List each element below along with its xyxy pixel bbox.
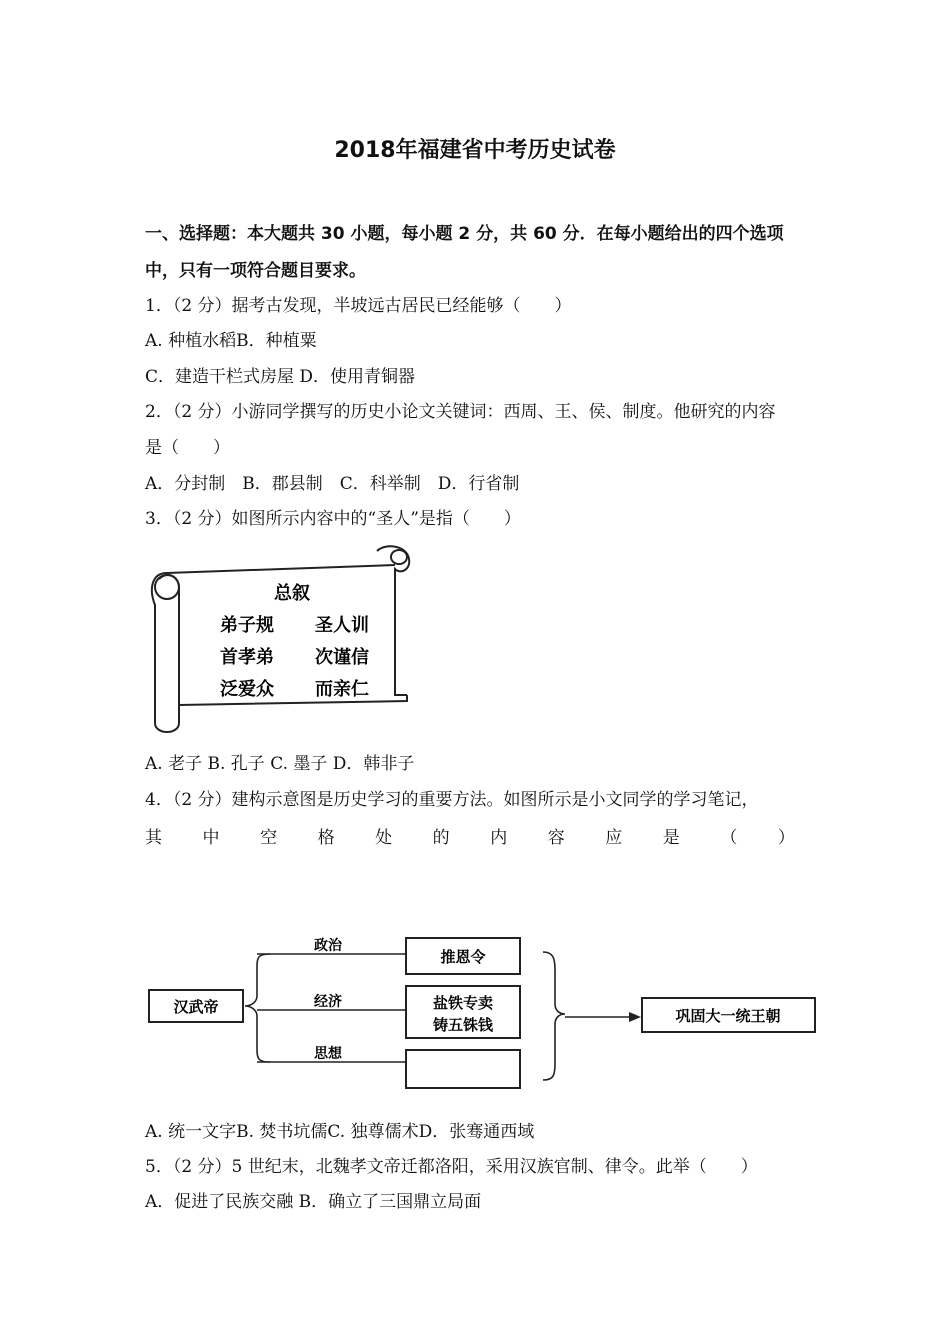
q4-char: 中 — [202, 828, 220, 848]
scroll-text: 次谨信 — [315, 647, 369, 668]
q2-options: A．分封制 B．郡县制 C．科举制 D．行省制 — [145, 474, 520, 494]
q4-char: 容 — [547, 828, 565, 848]
q1-options-ab: A. 种植水稻B．种植粟 — [145, 331, 317, 351]
section-heading-line1: 一、选择题：本大题共 30 小题，每小题 2 分，共 60 分．在每小题给出的四个选项 — [145, 224, 784, 244]
q4-char: 内 — [490, 828, 508, 848]
concept-diagram — [145, 930, 825, 1095]
diagram-label-politics: 政治 — [314, 938, 342, 954]
q2-stem-line2: 是（ ） — [145, 438, 230, 458]
diagram-box-politics: 推恩令 — [440, 948, 486, 966]
q4-char: 应 — [605, 828, 623, 848]
q4-char: 是 — [662, 828, 680, 848]
diagram-box-thought-blank — [406, 1050, 520, 1088]
q4-stem-line1: 4．（2 分）建构示意图是历史学习的重要方法。如图所示是小文同学的学习笔记， — [145, 790, 759, 810]
diagram-box-result: 巩固大一统王朝 — [675, 1007, 781, 1025]
diagram-box-emperor: 汉武帝 — [173, 998, 219, 1016]
q4-char: ） — [777, 828, 795, 848]
q4-options: A. 统一文字B. 焚书坑儒C. 独尊儒术D．张骞通西域 — [145, 1122, 535, 1142]
q4-char: 空 — [260, 828, 278, 848]
q3-options: A. 老子 B. 孔子 C. 墨子 D．韩非子 — [145, 754, 415, 774]
diagram-label-thought: 思想 — [314, 1046, 342, 1062]
q5-options-ab: A．促进了民族交融 B．确立了三国鼎立局面 — [145, 1192, 482, 1212]
scroll-figure — [145, 545, 417, 735]
diagram-box-economy-line1: 盐铁专卖 — [432, 994, 494, 1012]
diagram-label-economy: 经济 — [314, 994, 342, 1010]
q2-stem-line1: 2．（2 分）小游同学撰写的历史小论文关键词：西周、王、侯、制度。他研究的内容 — [145, 402, 776, 422]
q4-char: 处 — [375, 828, 393, 848]
scroll-heading: 总叙 — [274, 583, 310, 604]
q1-options-cd: C．建造干栏式房屋 D．使用青铜器 — [145, 367, 416, 387]
q4-stem-line2 — [145, 826, 795, 850]
q4-char: 其 — [145, 828, 162, 848]
q1-stem: 1．（2 分）据考古发现，半坡远古居民已经能够（ ） — [145, 296, 572, 316]
section-heading-line2: 中，只有一项符合题目要求。 — [145, 261, 366, 281]
q4-char: 格 — [317, 828, 335, 848]
scroll-text: 圣人训 — [315, 615, 369, 636]
q3-stem: 3．（2 分）如图所示内容中的“圣人”是指（ ） — [145, 509, 521, 529]
page-title: 2018年福建省中考历史试卷 — [334, 138, 616, 163]
q4-char: （ — [720, 828, 738, 848]
q5-stem: 5．（2 分）5 世纪末，北魏孝文帝迁都洛阳，采用汉族官制、律令。此举（ ） — [145, 1157, 758, 1177]
scroll-text: 弟子规 — [220, 615, 274, 636]
scroll-text: 泛爱众 — [220, 679, 274, 700]
scroll-text: 首孝弟 — [220, 647, 274, 668]
diagram-box-economy-line2: 铸五铢钱 — [432, 1016, 494, 1034]
scroll-text: 而亲仁 — [315, 679, 369, 700]
q4-char: 的 — [432, 828, 450, 848]
